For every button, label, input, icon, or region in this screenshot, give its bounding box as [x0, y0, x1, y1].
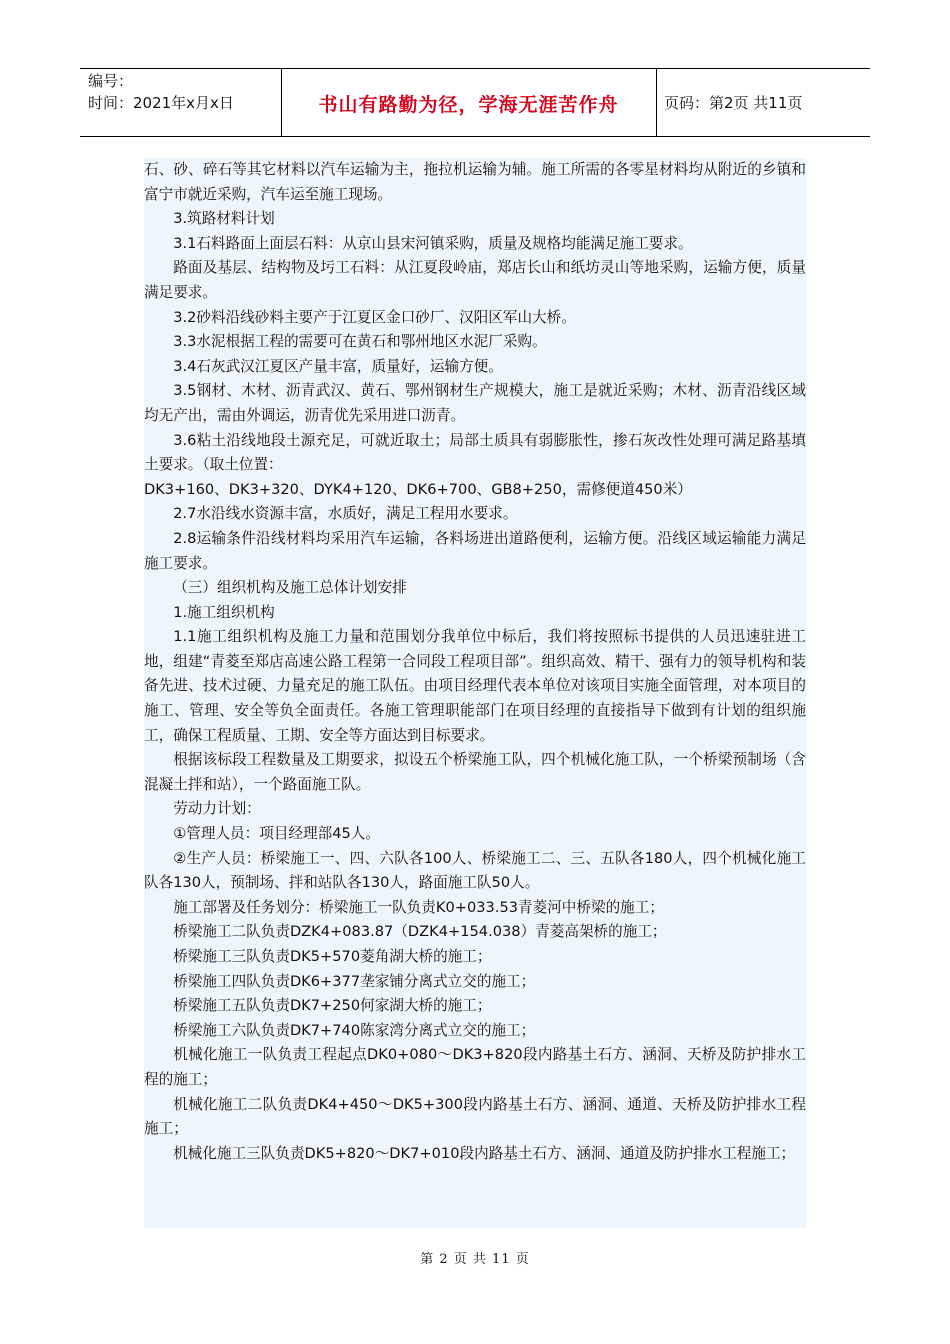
- body-paragraph: 桥梁施工六队负责DK7+740陈家湾分离式立交的施工；: [173, 1021, 536, 1039]
- document-body: [144, 158, 806, 1228]
- body-paragraph: 3.筑路材料计划: [173, 210, 275, 228]
- body-paragraph: 2.8运输条件沿线材料均采用汽车运输，各料场进出道路便利，运输方便。沿线区域运输能力满足施工要求。: [144, 529, 806, 572]
- body-paragraph: 劳动力计划：: [173, 800, 261, 818]
- body-paragraph: 1.施工组织机构: [173, 603, 275, 621]
- body-paragraph: 3.1石料路面上面层石料：从京山县宋河镇采购，质量及规格均能满足施工要求。: [173, 234, 693, 252]
- body-paragraph: 3.3水泥根据工程的需要可在黄石和鄂州地区水泥厂采购。: [173, 333, 547, 351]
- header-time-label: 时间：2021年x月x日: [88, 94, 234, 112]
- body-paragraph: 机械化施工三队负责DK5+820～DK7+010段内路基土石方、涵洞、通道及防护排水工程施工；: [173, 1144, 796, 1162]
- body-paragraph: 机械化施工二队负责DK4+450～DK5+300段内路基土石方、涵洞、通道、天桥及防护排水工程施工；: [144, 1095, 806, 1138]
- body-paragraph: ②生产人员：桥梁施工一、四、六队各100人、桥梁施工二、三、五队各180人，四个机械化施工队各130人，预制场、拌和站队各130人，路面施工队50人。: [144, 849, 806, 892]
- header-number-label: 编号：: [88, 72, 134, 90]
- body-paragraph: 3.2砂料沿线砂料主要产于江夏区金口砂厂、汉阳区军山大桥。: [173, 308, 576, 326]
- header-divider-right: [656, 68, 657, 136]
- body-paragraph: 3.6粘土沿线地段土源充足，可就近取土；局部土质具有弱膨胀性，掺石灰改性处理可满足路基填土要求。（取土位置：: [144, 431, 806, 474]
- header-top-rule: [80, 68, 870, 69]
- body-paragraph: ①管理人员：项目经理部45人。: [173, 825, 380, 843]
- body-paragraph: 施工部署及任务划分：桥梁施工一队负责K0+033.53青菱河中桥梁的施工；: [173, 898, 664, 916]
- body-paragraph: 机械化施工一队负责工程起点DK0+080～DK3+820段内路基土石方、涵洞、天桥及防护排水工程的施工；: [144, 1046, 806, 1088]
- body-paragraph: 桥梁施工四队负责DK6+377垄家铺分离式立交的施工；: [173, 972, 536, 990]
- body-paragraph: 根据该标段工程数量及工期要求，拟设五个桥梁施工队，四个机械化施工队，一个桥梁预制场（含混凝土拌和站），一个路面施工队。: [144, 751, 806, 793]
- body-paragraph: 1.1施工组织机构及施工力量和范围划分我单位中标后，我们将按照标书提供的人员迅速驻进工地，组建“青菱至郑店高速公路工程第一合同段工程项目部”。组织高效、精干、强有力的领导机构和装备先进、技术过硬、力量充足的施工队伍。由项目经理代表本单位对该项目实施全面管理，对本项目的施工、管理、安全等负全面责任。各施工管理职能部门在项目经理的直接指导下做到有计划的组织施工，确保工程质量、工期、安全等方面达到目标要求。: [144, 628, 806, 744]
- body-paragraph: 3.5钢材、木材、沥青武汉、黄石、鄂州钢材生产规模大，施工是就近采购；木材、沥青沿线区域均无产出，需由外调运，沥青优先采用进口沥青。: [144, 382, 806, 424]
- body-paragraph: （三）组织机构及施工总体计划安排: [173, 579, 407, 597]
- header-bottom-rule: [80, 136, 870, 137]
- header-page-label: 页码：第2页 共11页: [664, 94, 803, 112]
- body-paragraph: 桥梁施工三队负责DK5+570菱角湖大桥的施工；: [173, 948, 492, 965]
- body-paragraph: DK3+160、DK3+320、DYK4+120、DK6+700、GB8+250，需修便道450米）: [144, 480, 692, 498]
- body-paragraph: 石、砂、碎石等其它材料以汽车运输为主，拖拉机运输为辅。施工所需的各零星材料均从附近的乡镇和富宁市就近采购，汽车运至施工现场。: [144, 161, 806, 203]
- body-paragraph: 3.4石灰武汉江夏区产量丰富，质量好，运输方便。: [173, 357, 503, 375]
- body-paragraph: 2.7水沿线水资源丰富，水质好，满足工程用水要求。: [173, 505, 518, 523]
- body-paragraph: 桥梁施工五队负责DK7+250何家湖大桥的施工；: [173, 997, 492, 1015]
- body-paragraph: 桥梁施工二队负责DZK4+083.87（DZK4+154.038）青菱高架桥的施工；: [173, 923, 667, 941]
- header-motto: 书山有路勤为径，学海无涯苦作舟: [318, 94, 619, 116]
- header-meta: [88, 70, 234, 114]
- body-paragraph: 路面及基层、结构物及圬工石料：从江夏段岭庙，郑店长山和纸坊灵山等地采购，运输方便，质量满足要求。: [144, 259, 806, 301]
- page-footer: 第 2 页 共 11 页: [420, 1252, 530, 1267]
